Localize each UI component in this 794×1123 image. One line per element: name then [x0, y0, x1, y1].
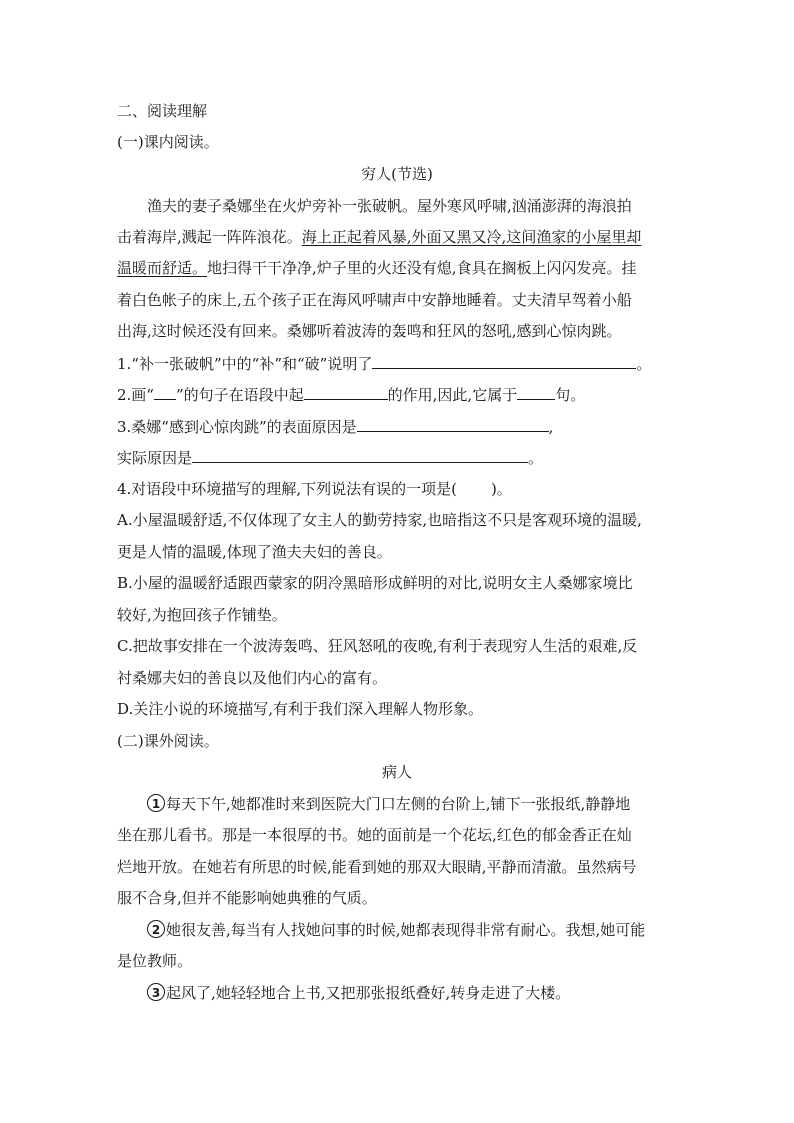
answer-blank[interactable] — [192, 446, 528, 463]
option-b: B.小屋的温暖舒适跟西蒙家的阴冷黑暗形成鲜明的对比,说明女主人桑娜家境比 — [117, 574, 633, 592]
passage1-line — [117, 226, 641, 248]
paragraph-number: 1 — [147, 794, 165, 812]
question-text: 2.画“ — [117, 386, 154, 404]
answer-blank[interactable] — [372, 352, 636, 369]
passage1-title: 穷人(节选) — [361, 165, 433, 183]
passage2-title: 病人 — [381, 763, 412, 781]
passage1-text: 地扫得干干净净,炉子里的火还没有熄,食具在搁板上闪闪发亮。挂 — [207, 259, 637, 277]
answer-blank[interactable] — [517, 383, 555, 400]
question-text: 。 — [528, 449, 544, 467]
question-3-cont — [117, 446, 543, 468]
option-d: D.关注小说的环境描写,有利于我们深入理解人物形象。 — [117, 700, 484, 718]
part1-heading: (一)课内阅读。 — [117, 133, 219, 151]
question-text: 1.“补一张破帆”中的“补”和“破”说明了 — [117, 355, 373, 373]
question-text: 实际原因是 — [117, 449, 193, 467]
passage2-line — [147, 919, 645, 941]
question-text: ”的句子在语段中起 — [175, 386, 304, 404]
option-a-cont: 更是人情的温暖,体现了渔夫夫妇的善良。 — [117, 543, 392, 561]
question-text: 。 — [636, 355, 652, 373]
passage1-line: 出海,这时候还没有回来。桑娜听着波涛的轰鸣和狂风的怒吼,感到心惊肉跳。 — [117, 322, 622, 340]
underlined-sentence: 海上正起着风暴,外面又黑又冷,这间渔家的小屋里却 — [301, 228, 642, 246]
passage2-line — [147, 793, 630, 815]
passage2-line: 坐在那儿看书。那是一本很厚的书。她的面前是一个花坛,红色的郁金香正在灿 — [117, 826, 632, 844]
passage1-line — [117, 257, 637, 279]
part2-heading: (二)课外阅读。 — [117, 732, 219, 750]
question-text: 3.桑娜“感到心惊肉跳”的表面原因是 — [117, 418, 357, 436]
question-text: 4.对语段中环境描写的理解,下列说法有误的一项是( — [117, 480, 457, 498]
underline-mark — [154, 383, 176, 400]
question-text: )。 — [490, 480, 512, 498]
paragraph-number: 2 — [147, 920, 165, 938]
question-4 — [117, 478, 512, 500]
paragraph-number: 3 — [147, 983, 165, 1001]
underlined-sentence: 温暖而舒适。 — [117, 259, 208, 277]
passage2-line: 烂地开放。在她若有所思的时候,能看到她的那双大眼睛,平静而清澈。虽然病号 — [117, 858, 637, 876]
question-3 — [117, 415, 553, 437]
passage2-text: 她很友善,每当有人找她问事的时候,她都表现得非常有耐心。我想,她可能 — [166, 921, 646, 939]
question-2 — [117, 383, 585, 405]
passage2-line — [147, 982, 570, 1004]
question-text: 的作用,因此,它属于 — [387, 386, 518, 404]
passage2-line: 服不合身,但并不能影响她典雅的气质。 — [117, 889, 377, 907]
passage1-line: 渔夫的妻子桑娜坐在火炉旁补一张破帆。屋外寒风呼啸,汹涌澎湃的海浪拍 — [147, 197, 632, 215]
passage1-line: 着白色帐子的床上,五个孩子正在海风呼啸声中安静地睡着。丈夫清早驾着小船 — [117, 291, 632, 309]
answer-blank[interactable] — [304, 383, 388, 400]
option-c-cont: 衬桑娜夫妇的善良以及他们内心的富有。 — [117, 669, 388, 687]
option-c: C.把故事安排在一个波涛轰鸣、狂风怒吼的夜晚,有利于表现穷人生活的艰难,反 — [117, 637, 638, 655]
question-1 — [117, 352, 651, 374]
option-b-cont: 较好,为抱回孩子作铺垫。 — [117, 606, 287, 624]
question-text: 句。 — [555, 386, 586, 404]
option-a: A.小屋温暖舒适,不仅体现了女主人的勤劳持家,也暗指这不只是客观环境的温暖, — [117, 511, 642, 529]
section-heading: 二、阅读理解 — [117, 102, 208, 120]
question-text: , — [548, 418, 554, 436]
passage2-text: 每天下午,她都准时来到医院大门口左侧的台阶上,铺下一张报纸,静静地 — [166, 795, 631, 813]
passage2-line: 是位教师。 — [117, 952, 193, 970]
passage2-text: 起风了,她轻轻地合上书,又把那张报纸叠好,转身走进了大楼。 — [166, 984, 571, 1002]
passage1-text: 击着海岸,溅起一阵阵浪花。 — [117, 228, 302, 246]
answer-blank[interactable] — [357, 415, 549, 432]
